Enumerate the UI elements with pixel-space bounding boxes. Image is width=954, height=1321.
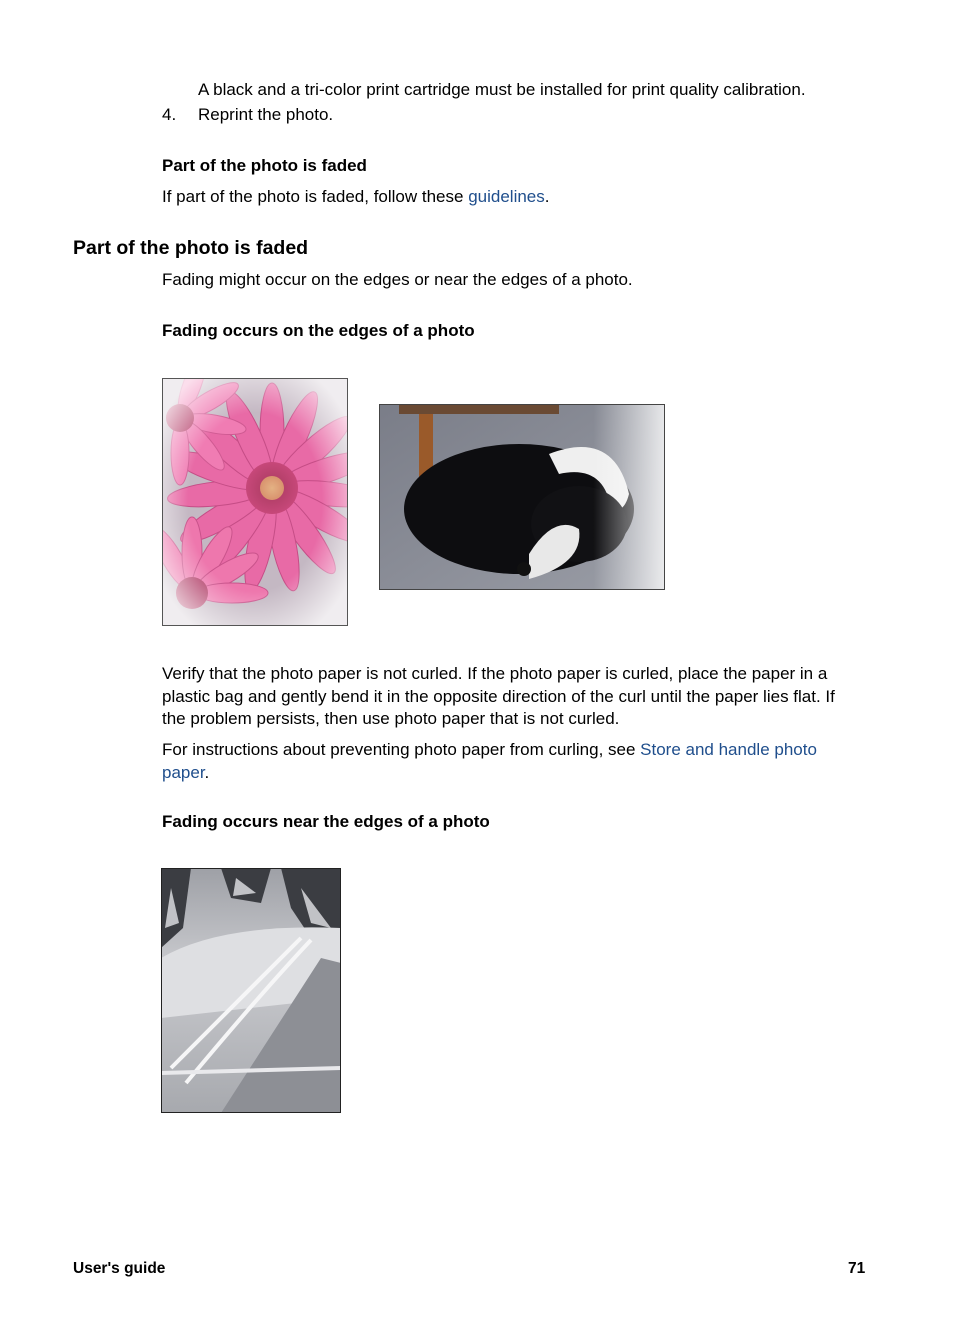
curl-instructions-paragraph <box>162 739 862 784</box>
section-heading: Part of the photo is faded <box>73 237 309 259</box>
curl-instructions-text: For instructions about preventing photo paper from curling, see <box>162 740 641 759</box>
near-edges-heading: Fading occurs near the edges of a photo <box>162 812 490 831</box>
section-intro: Fading might occur on the edges or near the edges of a photo. <box>162 270 633 289</box>
curl-instructions-period: . <box>204 762 210 782</box>
faded-guidelines-paragraph <box>162 187 550 207</box>
curl-paragraph: Verify that the photo paper is not curled. If the photo paper is curled, place the paper in a plastic bag and gently bend it in the opposite direction of the curl until the paper lies flat. If the problem persists, then use photo paper that is not curled. <box>162 664 835 728</box>
store-handle-link[interactable]: Store and handle photo paper <box>162 740 817 782</box>
dog-photo <box>379 404 665 590</box>
faded-guidelines-period: . <box>544 187 550 206</box>
faded-subheading: Part of the photo is faded <box>162 156 367 175</box>
step-number: 4. <box>162 105 177 124</box>
footer-title: User's guide <box>73 1260 166 1277</box>
edges-heading: Fading occurs on the edges of a photo <box>162 321 475 340</box>
calibration-note: A black and a tri-color print cartridge must be installed for print quality calibration. <box>198 80 806 99</box>
snow-photo <box>161 868 341 1113</box>
faded-guidelines-text: If part of the photo is faded, follow these <box>162 187 469 206</box>
guidelines-link[interactable]: guidelines <box>468 187 545 206</box>
step-text: Reprint the photo. <box>198 105 334 124</box>
flower-photo <box>162 378 348 626</box>
page-number: 71 <box>848 1260 866 1277</box>
